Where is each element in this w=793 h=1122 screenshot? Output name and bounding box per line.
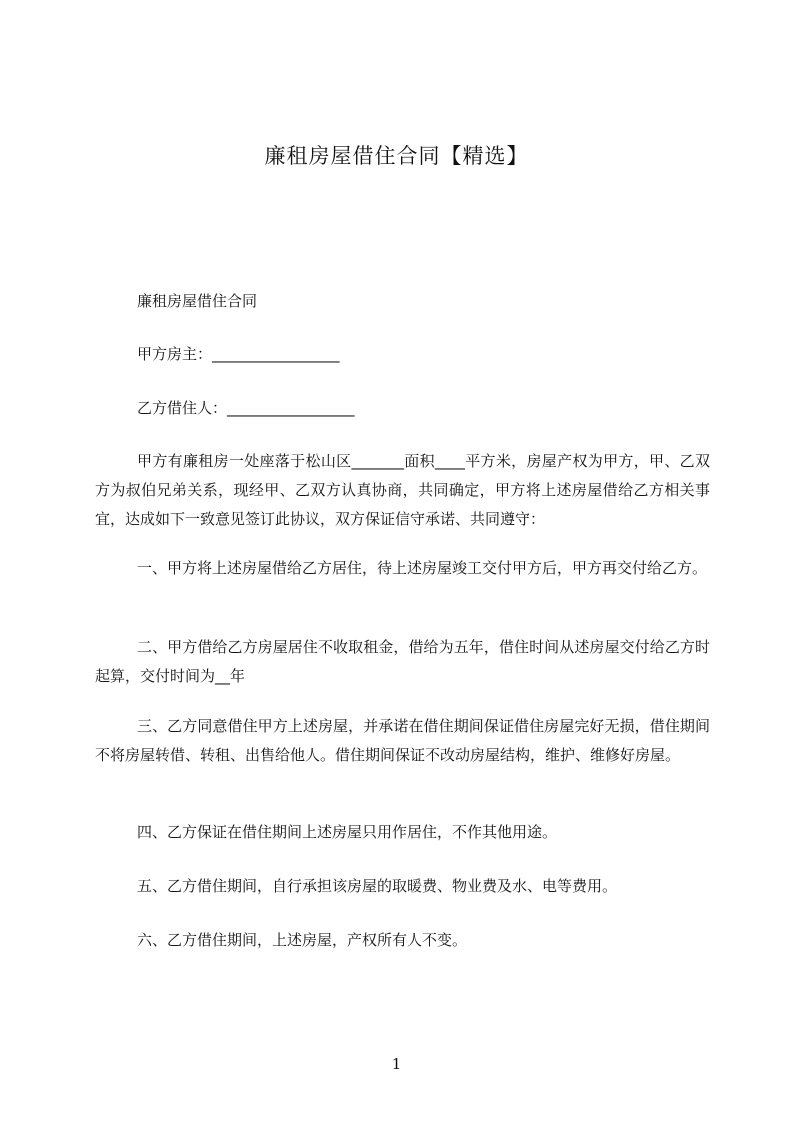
- clause-5: 五、乙方借住期间，自行承担该房屋的取暖费、物业费及水、电等费用。: [137, 877, 618, 895]
- clause-2: 二、甲方借给乙方房屋居住不收取租金，借给为五年，借住时间从述房屋交付给乙方时起算，交付时间为__年: [95, 638, 710, 685]
- clause-4: 四、乙方保证在借住期间上述房屋只用作居住，不作其他用途。: [137, 823, 558, 841]
- contract-heading: 廉租房屋借住合同: [137, 292, 258, 310]
- document-title: 廉租房屋借住合同【精选】: [264, 144, 529, 168]
- party-b-line: 乙方借住人：_________________: [137, 399, 355, 417]
- preamble-paragraph: 甲方有廉租房一处座落于松山区_______面积____平方米，房屋产权为甲方，甲、乙双方为叔伯兄弟关系，现经甲、乙双方认真协商，共同确定，甲方将上述房屋借给乙方相关事宜，达成如下一致意见签订此协议，双方保证信守承诺、共同遵守：: [95, 452, 710, 528]
- clause-1: 一、甲方将上述房屋借给乙方居住，待上述房屋竣工交付甲方后，甲方再交付给乙方。: [137, 559, 708, 577]
- clause-6: 六、乙方借住期间，上述房屋，产权所有人不变。: [137, 931, 468, 949]
- page-number: 1: [391, 1055, 402, 1073]
- party-a-line: 甲方房主：_________________: [137, 345, 340, 363]
- clause-3: 三、乙方同意借住甲方上述房屋，并承诺在借住期间保证借住房屋完好无损，借住期间不将房屋转借、转租、出售给他人。借住期间保证不改动房屋结构，维护、维修好房屋。: [95, 717, 710, 764]
